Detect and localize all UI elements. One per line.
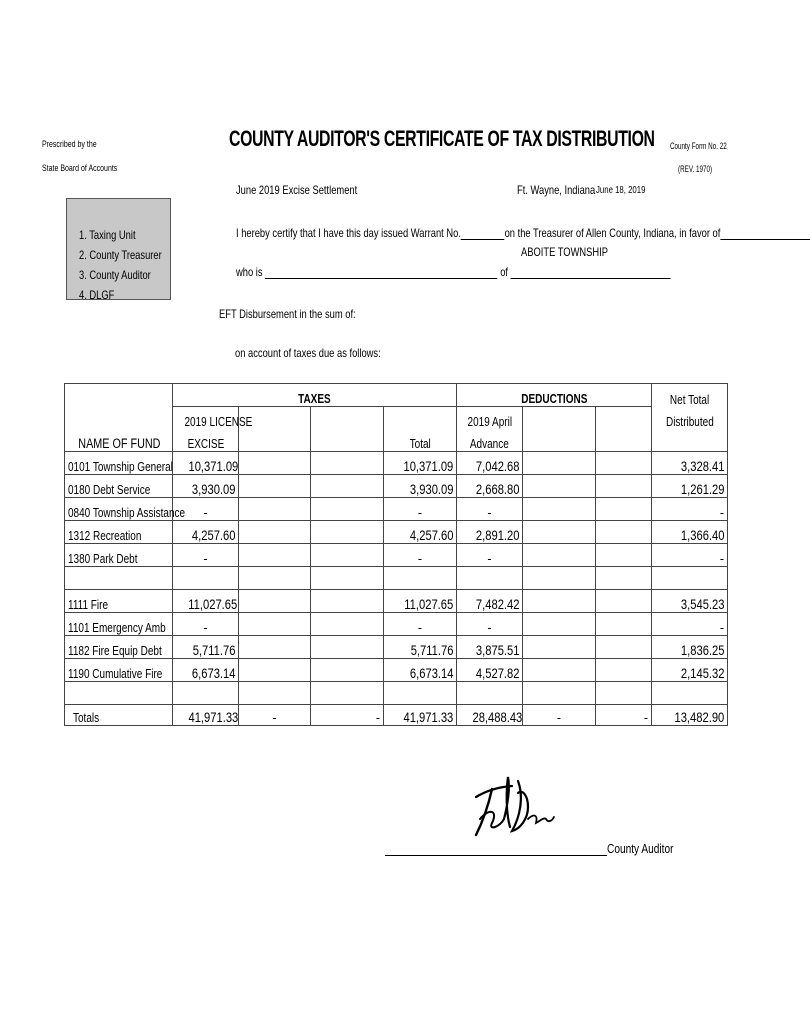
total-cell: 3,930.09 xyxy=(384,475,457,498)
header-cell xyxy=(311,429,384,452)
total-header: Total xyxy=(384,429,457,452)
excise-cell: - xyxy=(173,544,239,567)
header-cell xyxy=(311,407,384,430)
totals-ded-col2: - xyxy=(523,705,596,726)
fund-name-cell: 1380 Park Debt xyxy=(65,544,173,567)
document-title: COUNTY AUDITOR'S CERTIFICATE OF TAX DISTRIBUTION xyxy=(229,126,655,151)
fund-name-cell: 1190 Cumulative Fire xyxy=(65,659,173,682)
distribution-copies-box xyxy=(66,198,171,300)
advance-cell: 2,668.80 xyxy=(457,475,523,498)
of-label: of xyxy=(500,265,509,279)
certify-line xyxy=(236,226,810,240)
fund-name-cell: 1101 Emergency Amb xyxy=(65,613,173,636)
header-cell xyxy=(384,407,457,430)
net-cell: 1,366.40 xyxy=(652,521,728,544)
legend-item: 4. DLGF xyxy=(79,288,115,302)
excise-cell: - xyxy=(173,498,239,521)
fund-name-cell: 0840 Township Assistance xyxy=(65,498,173,521)
table-row-blank xyxy=(65,682,728,705)
totals-row xyxy=(65,705,728,726)
prescribed-by-line2: State Board of Accounts xyxy=(42,163,118,173)
table-row xyxy=(65,475,728,498)
fund-name-cell: 1312 Recreation xyxy=(65,521,173,544)
net-cell: 3,545.23 xyxy=(652,590,728,613)
table-row xyxy=(65,590,728,613)
net-cell: 1,261.29 xyxy=(652,475,728,498)
location-label: Ft. Wayne, Indiana xyxy=(517,183,596,197)
header-cell xyxy=(596,407,652,430)
total-cell: - xyxy=(384,498,457,521)
eft-disbursement-label: EFT Disbursement in the sum of: xyxy=(219,307,356,321)
net-cell: - xyxy=(652,544,728,567)
excise-cell: 5,711.76 xyxy=(173,636,239,659)
net-total-header-1: Net Total xyxy=(652,384,728,407)
license-header-2: EXCISE xyxy=(173,429,239,452)
table-row xyxy=(65,636,728,659)
total-cell: 6,673.14 xyxy=(384,659,457,682)
certify-text-a: I hereby certify that I have this day issued Warrant No. xyxy=(236,226,461,240)
legend-item: 1. Taxing Unit xyxy=(79,228,136,242)
table-header-row-1 xyxy=(65,384,728,407)
deductions-group-header: DEDUCTIONS xyxy=(457,384,652,407)
header-cell xyxy=(523,429,596,452)
total-cell: 4,257.60 xyxy=(384,521,457,544)
header-cell xyxy=(65,384,173,407)
form-number: County Form No. 22 xyxy=(670,141,727,151)
net-cell: - xyxy=(652,613,728,636)
date-label: June 18, 2019 xyxy=(596,185,646,196)
totals-taxes-col2: - xyxy=(239,705,311,726)
signature-line[interactable] xyxy=(385,855,607,856)
table-row xyxy=(65,452,728,475)
certify-text-b: on the Treasurer of Allen County, Indiana, in favor of xyxy=(504,226,721,240)
net-cell: - xyxy=(652,498,728,521)
tax-distribution-table xyxy=(64,383,728,726)
advance-cell: 3,875.51 xyxy=(457,636,523,659)
table-header-row-3 xyxy=(65,429,728,452)
account-of-taxes-label: on account of taxes due as follows: xyxy=(235,346,381,360)
totals-advance: 28,488.43 xyxy=(457,705,523,726)
warrant-number-field[interactable] xyxy=(461,227,505,240)
april-header-2: Advance xyxy=(457,429,523,452)
total-cell: - xyxy=(384,544,457,567)
auditor-signature xyxy=(458,767,560,845)
header-cell xyxy=(523,407,596,430)
advance-cell: 7,042.68 xyxy=(457,452,523,475)
net-cell: 1,836.25 xyxy=(652,636,728,659)
legend-item: 2. County Treasurer xyxy=(79,248,162,262)
license-header-1: 2019 LICENSE xyxy=(173,407,239,430)
fund-name-cell: 1111 Fire xyxy=(65,590,173,613)
excise-cell: 11,027.65 xyxy=(173,590,239,613)
table-row xyxy=(65,613,728,636)
header-cell xyxy=(65,407,173,430)
fund-name-header: NAME OF FUND xyxy=(65,429,173,452)
total-cell: 10,371.09 xyxy=(384,452,457,475)
table-row xyxy=(65,498,728,521)
excise-cell: 6,673.14 xyxy=(173,659,239,682)
advance-cell: - xyxy=(457,498,523,521)
totals-net: 13,482.90 xyxy=(652,705,728,726)
net-cell: 2,145.32 xyxy=(652,659,728,682)
total-cell: 5,711.76 xyxy=(384,636,457,659)
who-is-field[interactable] xyxy=(265,266,497,279)
table-row xyxy=(65,544,728,567)
net-cell: 3,328.41 xyxy=(652,452,728,475)
net-total-header-2: Distributed xyxy=(652,407,728,430)
excise-cell: - xyxy=(173,613,239,636)
april-header-1: 2019 April xyxy=(457,407,523,430)
totals-ded-col3: - xyxy=(596,705,652,726)
excise-cell: 4,257.60 xyxy=(173,521,239,544)
taxes-group-header: TAXES xyxy=(173,384,457,407)
total-cell: - xyxy=(384,613,457,636)
table-row xyxy=(65,521,728,544)
fund-name-cell: 0180 Debt Service xyxy=(65,475,173,498)
prescribed-by-line1: Prescribed by the xyxy=(42,139,97,149)
excise-cell: 3,930.09 xyxy=(173,475,239,498)
table-header-row-2 xyxy=(65,407,728,430)
who-is-line xyxy=(236,265,671,279)
table-row xyxy=(65,659,728,682)
county-auditor-label: County Auditor xyxy=(607,841,674,856)
advance-cell: - xyxy=(457,613,523,636)
totals-excise: 41,971.33 xyxy=(173,705,239,726)
fund-name-cell: 0101 Township General xyxy=(65,452,173,475)
table-row-blank xyxy=(65,567,728,590)
advance-cell: - xyxy=(457,544,523,567)
excise-cell: 10,371.09 xyxy=(173,452,239,475)
total-cell: 11,027.65 xyxy=(384,590,457,613)
settlement-label: June 2019 Excise Settlement xyxy=(236,183,358,197)
revision-label: (REV. 1970) xyxy=(678,164,713,174)
advance-cell: 4,527.82 xyxy=(457,659,523,682)
legend-item: 3. County Auditor xyxy=(79,268,151,282)
header-cell xyxy=(652,429,728,452)
who-is-label: who is xyxy=(236,265,263,279)
totals-total: 41,971.33 xyxy=(384,705,457,726)
of-field[interactable] xyxy=(511,266,671,279)
totals-label: Totals xyxy=(65,705,173,726)
advance-cell: 7,482.42 xyxy=(457,590,523,613)
fund-name-cell: 1182 Fire Equip Debt xyxy=(65,636,173,659)
advance-cell: 2,891.20 xyxy=(457,521,523,544)
in-favor-of-field[interactable] xyxy=(720,227,810,240)
header-cell xyxy=(596,429,652,452)
payee-name: ABOITE TOWNSHIP xyxy=(521,245,609,259)
distribution-copies-list xyxy=(79,225,185,305)
totals-taxes-col3: - xyxy=(311,705,384,726)
header-cell xyxy=(239,429,311,452)
